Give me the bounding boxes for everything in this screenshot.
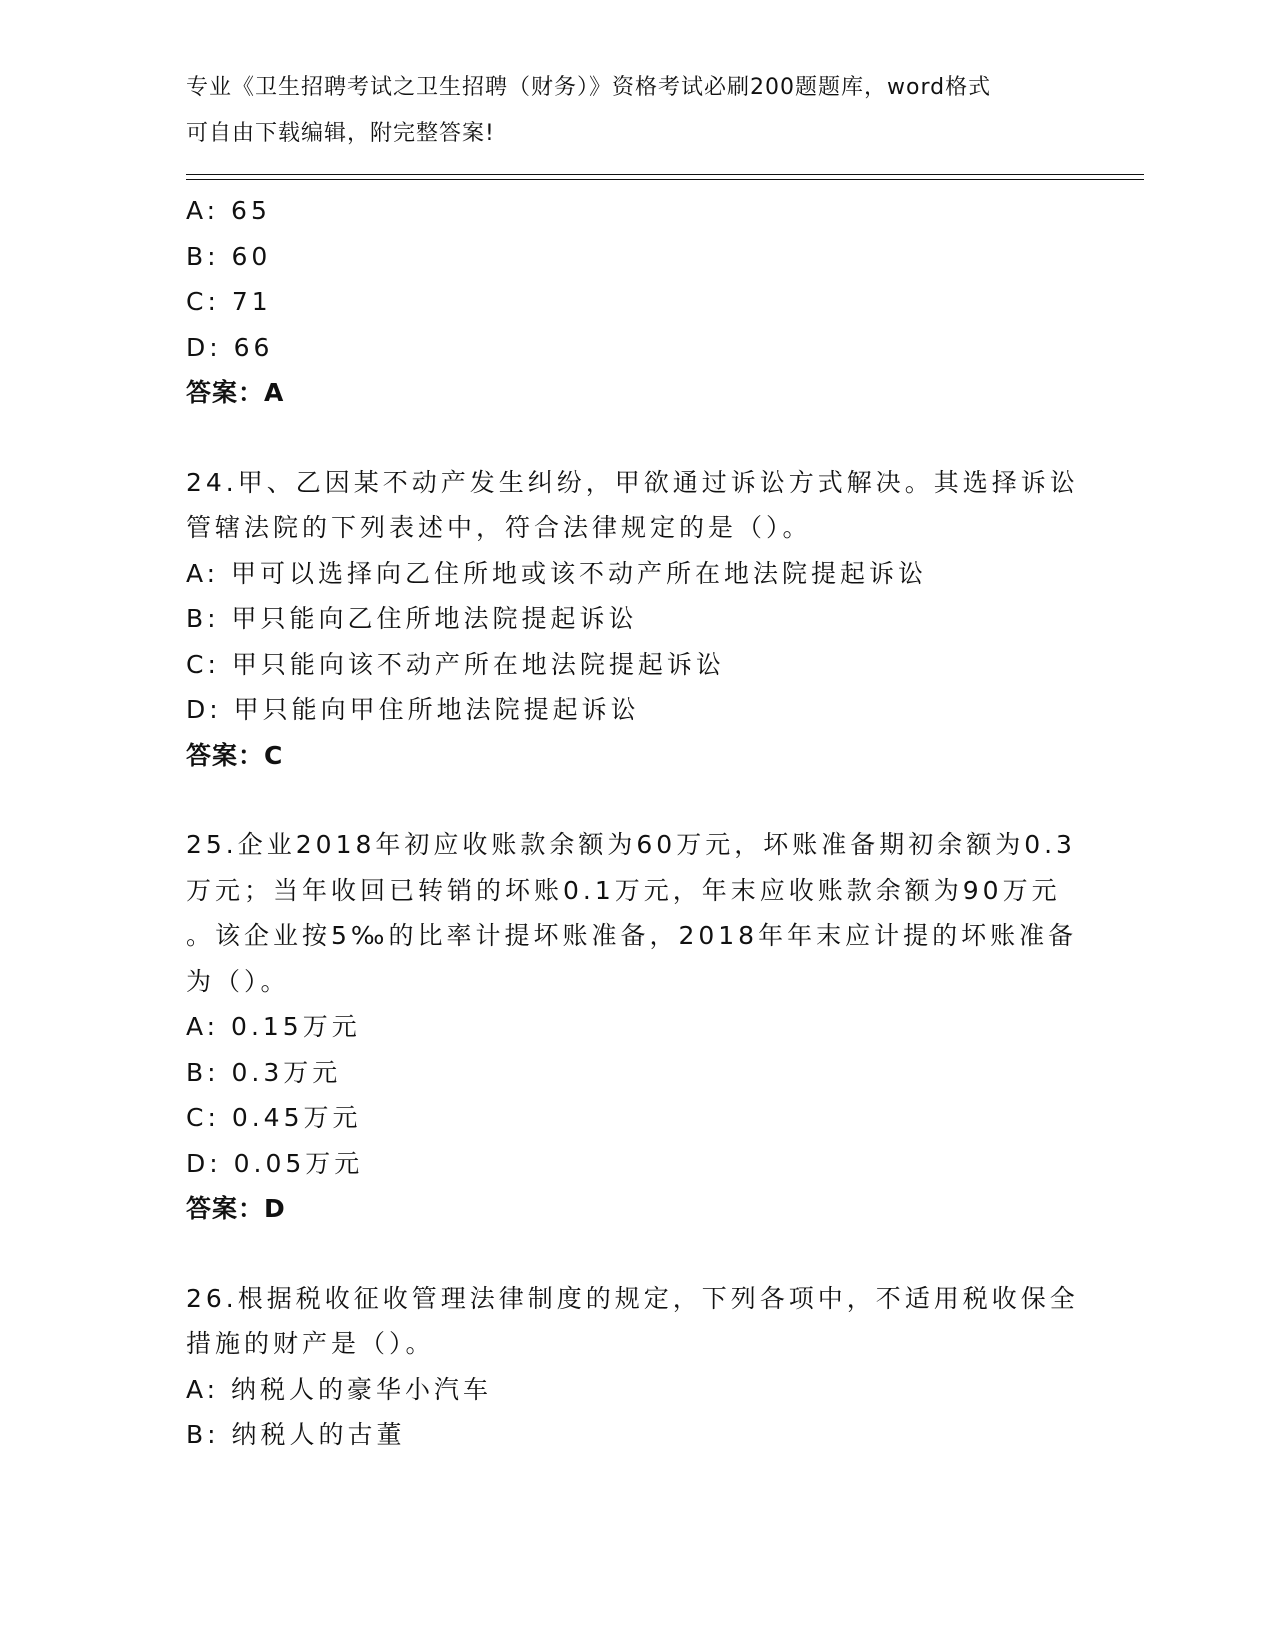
option-b: B: 0.3万元: [186, 1057, 342, 1087]
option-d: D: 0.05万元: [186, 1148, 364, 1178]
option-a: A: 甲可以选择向乙住所地或该不动产所在地法院提起诉讼: [186, 558, 928, 588]
header-line-1: 专业《卫生招聘考试之卫生招聘（财务）》资格考试必刷200题题库，word格式: [186, 75, 992, 100]
header-line-2: 可自由下载编辑，附完整答案!: [186, 120, 495, 146]
header-rule-bottom: [186, 179, 1144, 180]
question-stem-line: 管辖法院的下列表述中，符合法律规定的是（）。: [186, 513, 812, 542]
question-stem-line: 。该企业按5‰的比率计提坏账准备，2018年年末应计提的坏账准备: [186, 921, 1078, 950]
question-stem-line: 25.企业2018年初应收账款余额为60万元，坏账准备期初余额为0.3: [186, 830, 1076, 859]
option-a: A: 0.15万元: [186, 1012, 361, 1041]
document-header: [186, 72, 1066, 163]
option-c: C: 0.45万元: [186, 1103, 362, 1132]
option-b: B: 甲只能向乙住所地法院提起诉讼: [186, 604, 638, 633]
question-stem-line: 为（）。: [186, 966, 290, 996]
question-stem-line: 24.甲、乙因某不动产发生纠纷，甲欲通过诉讼方式解决。其选择诉讼: [186, 467, 1079, 497]
option-d: D: 甲只能向甲住所地法院提起诉讼: [186, 695, 640, 724]
question-25: [186, 822, 1078, 1232]
option-c: C: 71: [186, 287, 272, 316]
question-stem-line: 措施的财产是（）。: [186, 1329, 435, 1358]
option-a: A: 纳税人的豪华小汽车: [186, 1374, 493, 1404]
spacer: [186, 1232, 1066, 1276]
answer: 答案：A: [186, 378, 285, 407]
question-stem-line: 26.根据税收征收管理法律制度的规定，下列各项中，不适用税收保全: [186, 1283, 1079, 1313]
question-26: [186, 1276, 1079, 1458]
header-rule-top: [186, 174, 1144, 175]
option-c: C: 甲只能向该不动产所在地法院提起诉讼: [186, 649, 725, 679]
question-24: [186, 460, 1079, 779]
option-b: B: 纳税人的古董: [186, 1420, 406, 1449]
question-list: [186, 188, 1079, 1458]
option-b: B: 60: [186, 241, 272, 271]
spacer: [186, 778, 1066, 822]
answer: 答案：D: [186, 1194, 286, 1223]
question-stem-line: 万元；当年收回已转销的坏账0.1万元，年末应收账款余额为90万元: [186, 875, 1061, 905]
option-d: D: 66: [186, 332, 274, 362]
question-23: [186, 188, 1066, 416]
answer: 答案：C: [186, 740, 284, 770]
option-a: A: 65: [186, 196, 271, 225]
spacer: [186, 416, 1066, 460]
